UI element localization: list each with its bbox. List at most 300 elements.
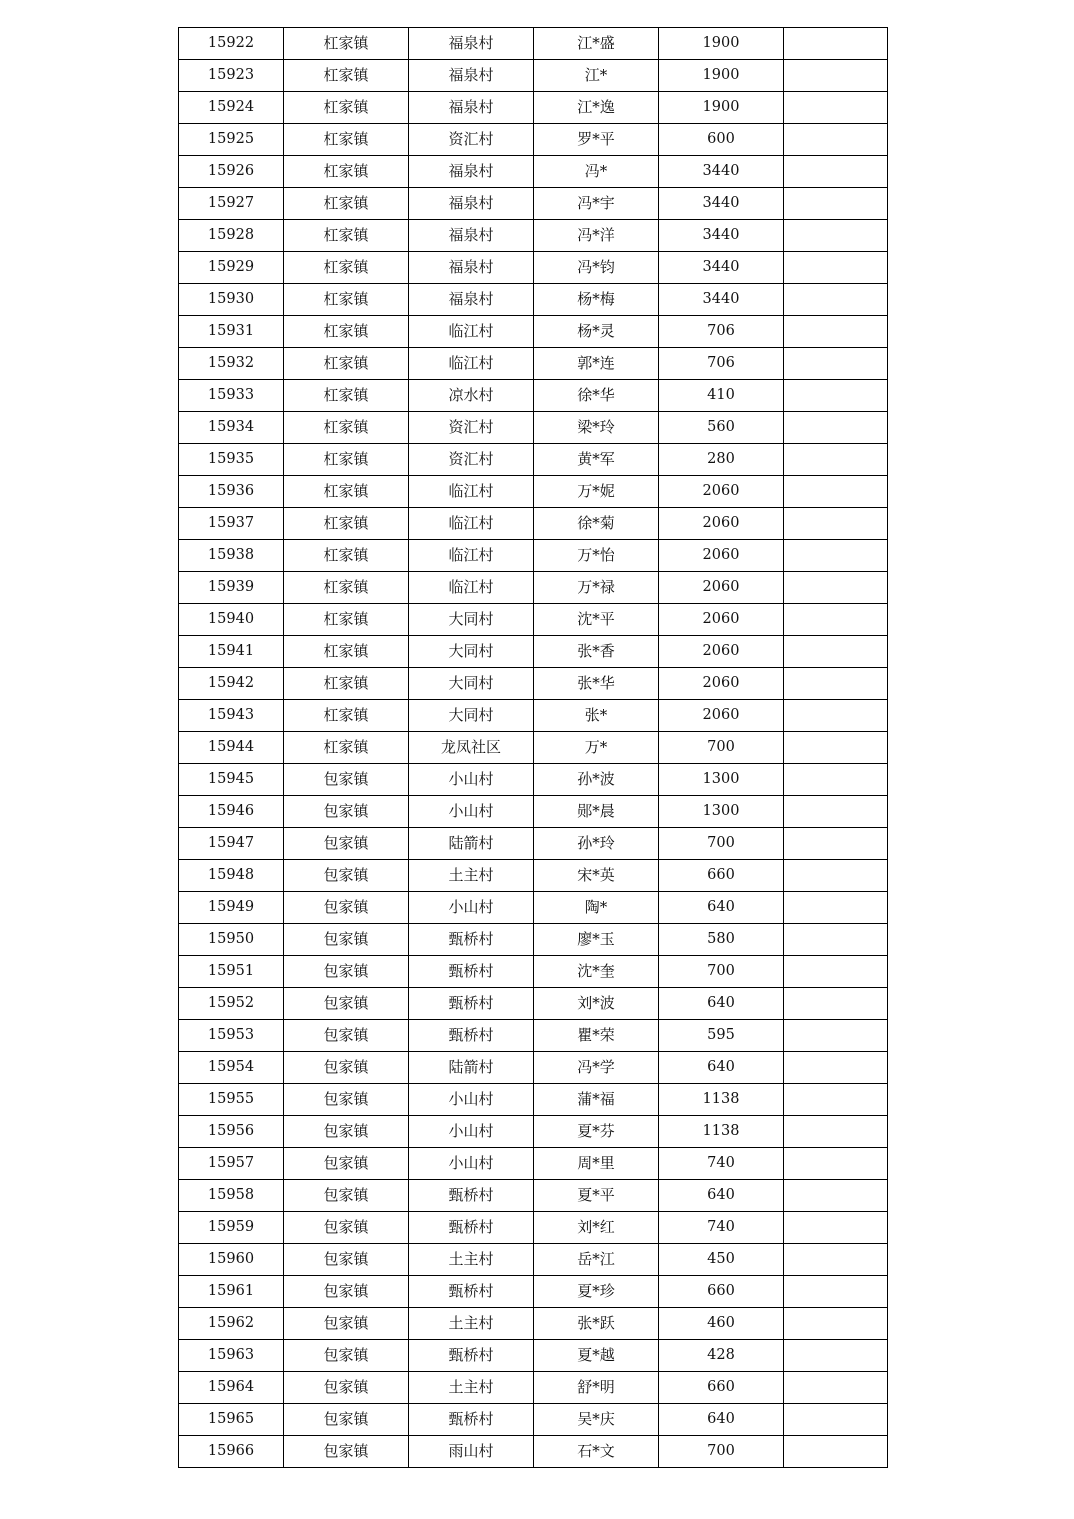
town-cell: 包家镇 xyxy=(284,1116,409,1148)
amount-cell: 3440 xyxy=(659,220,784,252)
village-cell: 大同村 xyxy=(409,700,534,732)
amount-cell: 640 xyxy=(659,1404,784,1436)
amount-cell: 3440 xyxy=(659,252,784,284)
village-cell: 土主村 xyxy=(409,1372,534,1404)
village-cell: 资汇村 xyxy=(409,412,534,444)
name-cell: 张*跃 xyxy=(534,1308,659,1340)
town-cell: 杠家镇 xyxy=(284,572,409,604)
village-cell: 龙凤社区 xyxy=(409,732,534,764)
village-cell: 陆箭村 xyxy=(409,1052,534,1084)
serial-cell: 15946 xyxy=(179,796,284,828)
serial-cell: 15949 xyxy=(179,892,284,924)
town-cell: 包家镇 xyxy=(284,924,409,956)
serial-cell: 15939 xyxy=(179,572,284,604)
village-cell: 甄桥村 xyxy=(409,1340,534,1372)
amount-cell: 560 xyxy=(659,412,784,444)
name-cell: 刘*波 xyxy=(534,988,659,1020)
note-cell xyxy=(784,1404,888,1436)
table-row xyxy=(179,764,888,796)
amount-cell: 660 xyxy=(659,1372,784,1404)
name-cell: 罗*平 xyxy=(534,124,659,156)
name-cell: 周*里 xyxy=(534,1148,659,1180)
table-row xyxy=(179,28,888,60)
name-cell: 夏*珍 xyxy=(534,1276,659,1308)
amount-cell: 3440 xyxy=(659,188,784,220)
note-cell xyxy=(784,348,888,380)
serial-cell: 15962 xyxy=(179,1308,284,1340)
amount-cell: 740 xyxy=(659,1212,784,1244)
town-cell: 杠家镇 xyxy=(284,156,409,188)
village-cell: 甄桥村 xyxy=(409,1276,534,1308)
table-row xyxy=(179,476,888,508)
amount-cell: 410 xyxy=(659,380,784,412)
amount-cell: 640 xyxy=(659,988,784,1020)
name-cell: 舒*明 xyxy=(534,1372,659,1404)
name-cell: 孙*玲 xyxy=(534,828,659,860)
note-cell xyxy=(784,188,888,220)
note-cell xyxy=(784,1244,888,1276)
town-cell: 包家镇 xyxy=(284,1404,409,1436)
note-cell xyxy=(784,796,888,828)
table-row xyxy=(179,1052,888,1084)
village-cell: 甄桥村 xyxy=(409,1404,534,1436)
amount-cell: 3440 xyxy=(659,156,784,188)
table-row xyxy=(179,284,888,316)
village-cell: 雨山村 xyxy=(409,1436,534,1468)
village-cell: 小山村 xyxy=(409,796,534,828)
note-cell xyxy=(784,572,888,604)
name-cell: 石*文 xyxy=(534,1436,659,1468)
table-row xyxy=(179,1212,888,1244)
village-cell: 临江村 xyxy=(409,508,534,540)
note-cell xyxy=(784,476,888,508)
town-cell: 杠家镇 xyxy=(284,412,409,444)
amount-cell: 2060 xyxy=(659,668,784,700)
table-row xyxy=(179,604,888,636)
table-row xyxy=(179,1340,888,1372)
note-cell xyxy=(784,1276,888,1308)
name-cell: 吴*庆 xyxy=(534,1404,659,1436)
town-cell: 包家镇 xyxy=(284,796,409,828)
amount-cell: 1900 xyxy=(659,60,784,92)
village-cell: 土主村 xyxy=(409,860,534,892)
note-cell xyxy=(784,668,888,700)
serial-cell: 15959 xyxy=(179,1212,284,1244)
village-cell: 大同村 xyxy=(409,668,534,700)
table-row xyxy=(179,1436,888,1468)
amount-cell: 2060 xyxy=(659,572,784,604)
name-cell: 夏*越 xyxy=(534,1340,659,1372)
name-cell: 杨*梅 xyxy=(534,284,659,316)
note-cell xyxy=(784,60,888,92)
name-cell: 江* xyxy=(534,60,659,92)
serial-cell: 15957 xyxy=(179,1148,284,1180)
amount-cell: 700 xyxy=(659,1436,784,1468)
serial-cell: 15963 xyxy=(179,1340,284,1372)
village-cell: 甄桥村 xyxy=(409,988,534,1020)
village-cell: 甄桥村 xyxy=(409,924,534,956)
town-cell: 杠家镇 xyxy=(284,60,409,92)
name-cell: 夏*芬 xyxy=(534,1116,659,1148)
name-cell: 郭*连 xyxy=(534,348,659,380)
serial-cell: 15950 xyxy=(179,924,284,956)
town-cell: 包家镇 xyxy=(284,1340,409,1372)
serial-cell: 15923 xyxy=(179,60,284,92)
village-cell: 临江村 xyxy=(409,316,534,348)
town-cell: 杠家镇 xyxy=(284,380,409,412)
name-cell: 徐*菊 xyxy=(534,508,659,540)
table-row xyxy=(179,1116,888,1148)
note-cell xyxy=(784,1212,888,1244)
town-cell: 包家镇 xyxy=(284,956,409,988)
town-cell: 杠家镇 xyxy=(284,444,409,476)
amount-cell: 1900 xyxy=(659,92,784,124)
name-cell: 陶* xyxy=(534,892,659,924)
town-cell: 包家镇 xyxy=(284,1020,409,1052)
serial-cell: 15955 xyxy=(179,1084,284,1116)
name-cell: 江*盛 xyxy=(534,28,659,60)
note-cell xyxy=(784,860,888,892)
note-cell xyxy=(784,956,888,988)
name-cell: 刘*红 xyxy=(534,1212,659,1244)
town-cell: 杠家镇 xyxy=(284,252,409,284)
village-cell: 福泉村 xyxy=(409,156,534,188)
table-row xyxy=(179,348,888,380)
table-row xyxy=(179,924,888,956)
amount-cell: 2060 xyxy=(659,508,784,540)
village-cell: 临江村 xyxy=(409,572,534,604)
table-row xyxy=(179,1180,888,1212)
note-cell xyxy=(784,220,888,252)
town-cell: 杠家镇 xyxy=(284,700,409,732)
village-cell: 小山村 xyxy=(409,1084,534,1116)
town-cell: 杠家镇 xyxy=(284,220,409,252)
name-cell: 岳*江 xyxy=(534,1244,659,1276)
serial-cell: 15922 xyxy=(179,28,284,60)
village-cell: 陆箭村 xyxy=(409,828,534,860)
amount-cell: 1900 xyxy=(659,28,784,60)
table-row xyxy=(179,316,888,348)
town-cell: 杠家镇 xyxy=(284,476,409,508)
name-cell: 冯*宇 xyxy=(534,188,659,220)
amount-cell: 595 xyxy=(659,1020,784,1052)
note-cell xyxy=(784,1052,888,1084)
serial-cell: 15941 xyxy=(179,636,284,668)
town-cell: 杠家镇 xyxy=(284,92,409,124)
table-row xyxy=(179,412,888,444)
amount-cell: 2060 xyxy=(659,636,784,668)
note-cell xyxy=(784,508,888,540)
table-row xyxy=(179,1308,888,1340)
village-cell: 福泉村 xyxy=(409,188,534,220)
amount-cell: 740 xyxy=(659,1148,784,1180)
note-cell xyxy=(784,892,888,924)
table-row xyxy=(179,1404,888,1436)
amount-cell: 700 xyxy=(659,828,784,860)
note-cell xyxy=(784,1308,888,1340)
table-row xyxy=(179,700,888,732)
town-cell: 包家镇 xyxy=(284,1372,409,1404)
village-cell: 福泉村 xyxy=(409,28,534,60)
amount-cell: 1300 xyxy=(659,764,784,796)
serial-cell: 15947 xyxy=(179,828,284,860)
serial-cell: 15925 xyxy=(179,124,284,156)
note-cell xyxy=(784,732,888,764)
village-cell: 甄桥村 xyxy=(409,956,534,988)
serial-cell: 15924 xyxy=(179,92,284,124)
note-cell xyxy=(784,316,888,348)
village-cell: 福泉村 xyxy=(409,220,534,252)
note-cell xyxy=(784,540,888,572)
town-cell: 包家镇 xyxy=(284,1148,409,1180)
amount-cell: 280 xyxy=(659,444,784,476)
village-cell: 大同村 xyxy=(409,636,534,668)
serial-cell: 15961 xyxy=(179,1276,284,1308)
name-cell: 江*逸 xyxy=(534,92,659,124)
town-cell: 杠家镇 xyxy=(284,188,409,220)
note-cell xyxy=(784,700,888,732)
serial-cell: 15933 xyxy=(179,380,284,412)
town-cell: 包家镇 xyxy=(284,764,409,796)
table-body xyxy=(179,28,888,1468)
name-cell: 张* xyxy=(534,700,659,732)
serial-cell: 15966 xyxy=(179,1436,284,1468)
table-row xyxy=(179,188,888,220)
amount-cell: 2060 xyxy=(659,540,784,572)
table-row xyxy=(179,444,888,476)
amount-cell: 450 xyxy=(659,1244,784,1276)
name-cell: 万* xyxy=(534,732,659,764)
serial-cell: 15958 xyxy=(179,1180,284,1212)
note-cell xyxy=(784,1020,888,1052)
amount-cell: 3440 xyxy=(659,284,784,316)
village-cell: 福泉村 xyxy=(409,92,534,124)
note-cell xyxy=(784,28,888,60)
amount-cell: 700 xyxy=(659,956,784,988)
village-cell: 土主村 xyxy=(409,1244,534,1276)
name-cell: 夏*平 xyxy=(534,1180,659,1212)
town-cell: 杠家镇 xyxy=(284,124,409,156)
name-cell: 蒲*福 xyxy=(534,1084,659,1116)
village-cell: 福泉村 xyxy=(409,284,534,316)
village-cell: 临江村 xyxy=(409,348,534,380)
village-cell: 资汇村 xyxy=(409,124,534,156)
table-row xyxy=(179,1244,888,1276)
serial-cell: 15930 xyxy=(179,284,284,316)
town-cell: 杠家镇 xyxy=(284,668,409,700)
amount-cell: 706 xyxy=(659,316,784,348)
town-cell: 杠家镇 xyxy=(284,316,409,348)
table-row xyxy=(179,796,888,828)
note-cell xyxy=(784,124,888,156)
amount-cell: 2060 xyxy=(659,476,784,508)
amount-cell: 640 xyxy=(659,892,784,924)
serial-cell: 15948 xyxy=(179,860,284,892)
village-cell: 土主村 xyxy=(409,1308,534,1340)
amount-cell: 660 xyxy=(659,860,784,892)
town-cell: 杠家镇 xyxy=(284,28,409,60)
serial-cell: 15931 xyxy=(179,316,284,348)
table-row xyxy=(179,572,888,604)
note-cell xyxy=(784,284,888,316)
table-row xyxy=(179,956,888,988)
note-cell xyxy=(784,828,888,860)
name-cell: 冯* xyxy=(534,156,659,188)
note-cell xyxy=(784,1180,888,1212)
table-row xyxy=(179,92,888,124)
name-cell: 万*禄 xyxy=(534,572,659,604)
town-cell: 杠家镇 xyxy=(284,508,409,540)
serial-cell: 15952 xyxy=(179,988,284,1020)
serial-cell: 15932 xyxy=(179,348,284,380)
village-cell: 甄桥村 xyxy=(409,1212,534,1244)
town-cell: 包家镇 xyxy=(284,1244,409,1276)
name-cell: 张*香 xyxy=(534,636,659,668)
town-cell: 包家镇 xyxy=(284,1212,409,1244)
table-row xyxy=(179,828,888,860)
table-row xyxy=(179,1020,888,1052)
name-cell: 瞿*荣 xyxy=(534,1020,659,1052)
name-cell: 万*怡 xyxy=(534,540,659,572)
table-row xyxy=(179,540,888,572)
serial-cell: 15965 xyxy=(179,1404,284,1436)
table-row xyxy=(179,156,888,188)
serial-cell: 15964 xyxy=(179,1372,284,1404)
table-row xyxy=(179,988,888,1020)
note-cell xyxy=(784,380,888,412)
serial-cell: 15936 xyxy=(179,476,284,508)
serial-cell: 15929 xyxy=(179,252,284,284)
name-cell: 梁*玲 xyxy=(534,412,659,444)
amount-cell: 660 xyxy=(659,1276,784,1308)
serial-cell: 15938 xyxy=(179,540,284,572)
note-cell xyxy=(784,92,888,124)
table-row xyxy=(179,892,888,924)
town-cell: 包家镇 xyxy=(284,828,409,860)
amount-cell: 428 xyxy=(659,1340,784,1372)
serial-cell: 15934 xyxy=(179,412,284,444)
name-cell: 徐*华 xyxy=(534,380,659,412)
amount-cell: 1300 xyxy=(659,796,784,828)
note-cell xyxy=(784,988,888,1020)
village-cell: 大同村 xyxy=(409,604,534,636)
village-cell: 福泉村 xyxy=(409,252,534,284)
town-cell: 包家镇 xyxy=(284,1436,409,1468)
serial-cell: 15928 xyxy=(179,220,284,252)
serial-cell: 15953 xyxy=(179,1020,284,1052)
table-row xyxy=(179,1084,888,1116)
table-row xyxy=(179,860,888,892)
name-cell: 廖*玉 xyxy=(534,924,659,956)
village-cell: 临江村 xyxy=(409,540,534,572)
amount-cell: 600 xyxy=(659,124,784,156)
table-row xyxy=(179,380,888,412)
table-row xyxy=(179,60,888,92)
note-cell xyxy=(784,412,888,444)
village-cell: 资汇村 xyxy=(409,444,534,476)
amount-cell: 1138 xyxy=(659,1116,784,1148)
name-cell: 宋*英 xyxy=(534,860,659,892)
note-cell xyxy=(784,764,888,796)
name-cell: 郧*晨 xyxy=(534,796,659,828)
serial-cell: 15926 xyxy=(179,156,284,188)
village-cell: 小山村 xyxy=(409,764,534,796)
village-cell: 甄桥村 xyxy=(409,1180,534,1212)
village-cell: 小山村 xyxy=(409,1148,534,1180)
amount-cell: 700 xyxy=(659,732,784,764)
town-cell: 包家镇 xyxy=(284,1276,409,1308)
table-row xyxy=(179,1276,888,1308)
amount-cell: 1138 xyxy=(659,1084,784,1116)
note-cell xyxy=(784,1372,888,1404)
note-cell xyxy=(784,1340,888,1372)
name-cell: 杨*灵 xyxy=(534,316,659,348)
table-row xyxy=(179,252,888,284)
serial-cell: 15937 xyxy=(179,508,284,540)
table-row xyxy=(179,636,888,668)
table-row xyxy=(179,1372,888,1404)
town-cell: 包家镇 xyxy=(284,1084,409,1116)
amount-cell: 580 xyxy=(659,924,784,956)
table-row xyxy=(179,124,888,156)
amount-cell: 640 xyxy=(659,1052,784,1084)
serial-cell: 15935 xyxy=(179,444,284,476)
table-row xyxy=(179,668,888,700)
name-cell: 万*妮 xyxy=(534,476,659,508)
serial-cell: 15942 xyxy=(179,668,284,700)
town-cell: 杠家镇 xyxy=(284,732,409,764)
note-cell xyxy=(784,444,888,476)
serial-cell: 15927 xyxy=(179,188,284,220)
note-cell xyxy=(784,252,888,284)
name-cell: 张*华 xyxy=(534,668,659,700)
amount-cell: 706 xyxy=(659,348,784,380)
town-cell: 包家镇 xyxy=(284,892,409,924)
note-cell xyxy=(784,1148,888,1180)
serial-cell: 15951 xyxy=(179,956,284,988)
note-cell xyxy=(784,1116,888,1148)
village-cell: 甄桥村 xyxy=(409,1020,534,1052)
town-cell: 包家镇 xyxy=(284,1308,409,1340)
amount-cell: 460 xyxy=(659,1308,784,1340)
data-table xyxy=(178,27,888,1468)
town-cell: 包家镇 xyxy=(284,988,409,1020)
note-cell xyxy=(784,636,888,668)
serial-cell: 15956 xyxy=(179,1116,284,1148)
table-row xyxy=(179,220,888,252)
town-cell: 包家镇 xyxy=(284,1052,409,1084)
serial-cell: 15943 xyxy=(179,700,284,732)
name-cell: 黄*军 xyxy=(534,444,659,476)
serial-cell: 15960 xyxy=(179,1244,284,1276)
serial-cell: 15945 xyxy=(179,764,284,796)
town-cell: 包家镇 xyxy=(284,1180,409,1212)
village-cell: 小山村 xyxy=(409,892,534,924)
name-cell: 孙*波 xyxy=(534,764,659,796)
amount-cell: 2060 xyxy=(659,604,784,636)
amount-cell: 640 xyxy=(659,1180,784,1212)
amount-cell: 2060 xyxy=(659,700,784,732)
note-cell xyxy=(784,604,888,636)
town-cell: 杠家镇 xyxy=(284,540,409,572)
table-row xyxy=(179,732,888,764)
table-row xyxy=(179,508,888,540)
name-cell: 冯*洋 xyxy=(534,220,659,252)
serial-cell: 15944 xyxy=(179,732,284,764)
note-cell xyxy=(784,1084,888,1116)
village-cell: 福泉村 xyxy=(409,60,534,92)
town-cell: 包家镇 xyxy=(284,860,409,892)
